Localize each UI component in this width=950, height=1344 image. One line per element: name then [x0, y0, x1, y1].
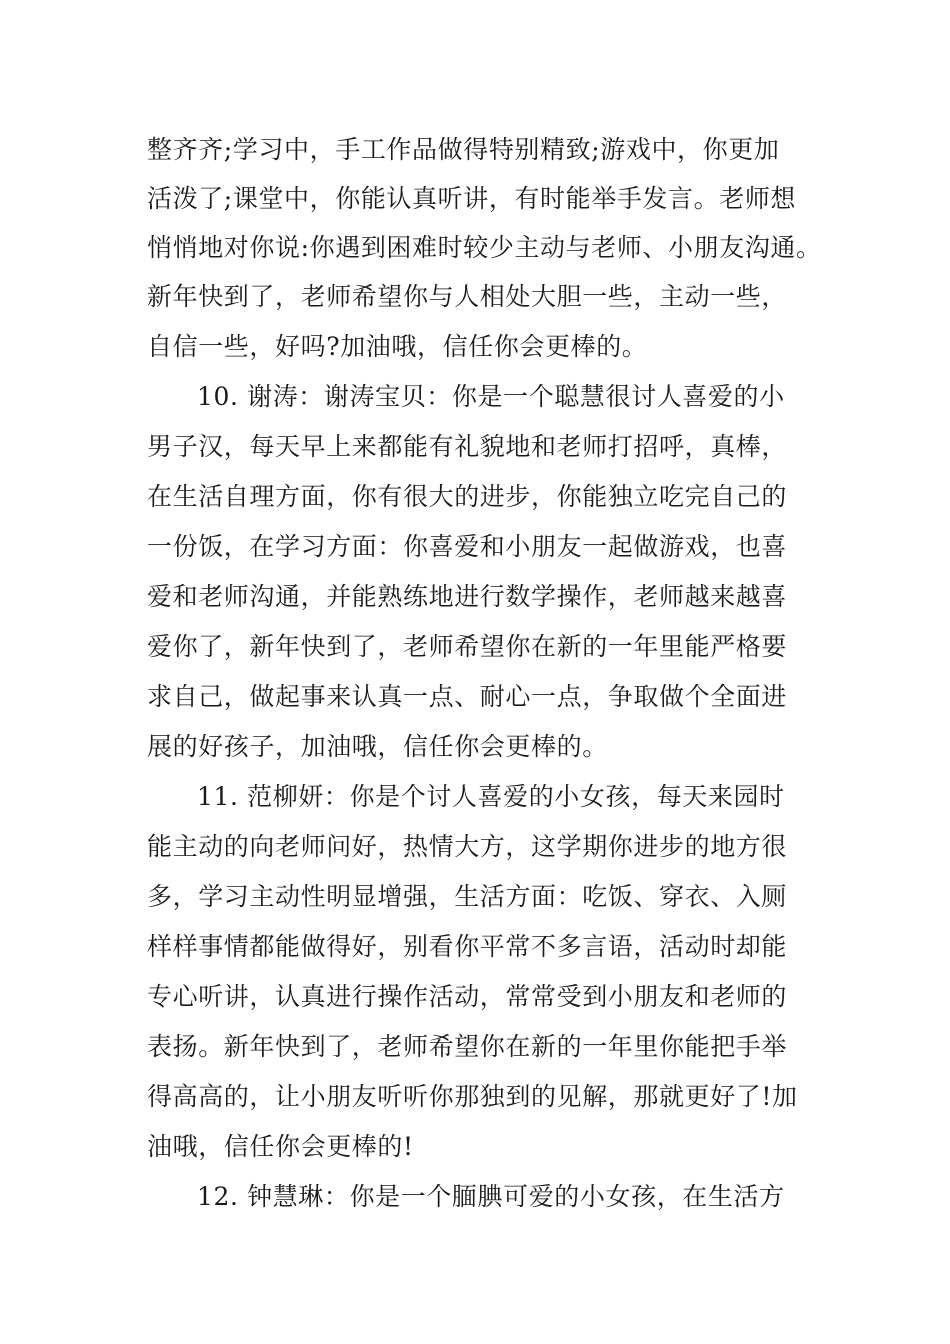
text-line: 专心听讲，认真进行操作活动，常常受到小朋友和老师的: [147, 982, 788, 1011]
text-line: 一份饭，在学习方面：你喜爱和小朋友一起做游戏，也喜: [147, 532, 788, 561]
text-line: 求自己，做起事来认真一点、耐心一点，争取做个全面进: [147, 682, 788, 711]
text-line: 在生活自理方面，你有很大的进步，你能独立吃完自己的: [147, 482, 788, 511]
text-line: 样样事情都能做得好，别看你平常不多言语，活动时却能: [147, 932, 788, 961]
text-line: 活泼了;课堂中，你能认真听讲，有时能举手发言。老师想: [147, 184, 797, 213]
text-line: 悄悄地对你说:你遇到困难时较少主动与老师、小朋友沟通。: [147, 233, 822, 262]
paragraph-12-start: 12. 钟慧琳：你是一个腼腆可爱的小女孩，在生活方: [197, 1182, 785, 1211]
text-line: 爱和老师沟通，并能熟练地进行数学操作，老师越来越喜: [147, 582, 788, 611]
text-line: 整齐齐;学习中，手工作品做得特别精致;游戏中，你更加: [147, 135, 780, 164]
text-line: 多，学习主动性明显增强，生活方面：吃饭、穿衣、入厕: [147, 882, 788, 911]
text-line: 表扬。新年快到了，老师希望你在新的一年里你能把手举: [147, 1032, 788, 1061]
paragraph-10-start: 10. 谢涛：谢涛宝贝：你是一个聪慧很讨人喜爱的小: [197, 382, 785, 411]
text-line: 得高高的，让小朋友听听你那独到的见解，那就更好了!加: [147, 1082, 798, 1111]
paragraph-11-start: 11. 范柳妍：你是个讨人喜爱的小女孩，每天来园时: [197, 782, 785, 811]
text-line: 展的好孩子，加油哦，信任你会更棒的。: [147, 732, 608, 761]
text-line: 能主动的向老师问好，热情大方，这学期你进步的地方很: [147, 832, 788, 861]
text-line: 自信一些，好吗?加油哦，信任你会更棒的。: [147, 332, 648, 361]
text-line: 油哦，信任你会更棒的!: [147, 1132, 414, 1161]
text-line: 新年快到了，老师希望你与人相处大胆一些，主动一些，: [147, 282, 788, 311]
text-line: 男子汉，每天早上来都能有礼貌地和老师打招呼，真棒，: [147, 432, 788, 461]
text-line: 爱你了，新年快到了，老师希望你在新的一年里能严格要: [147, 632, 788, 661]
